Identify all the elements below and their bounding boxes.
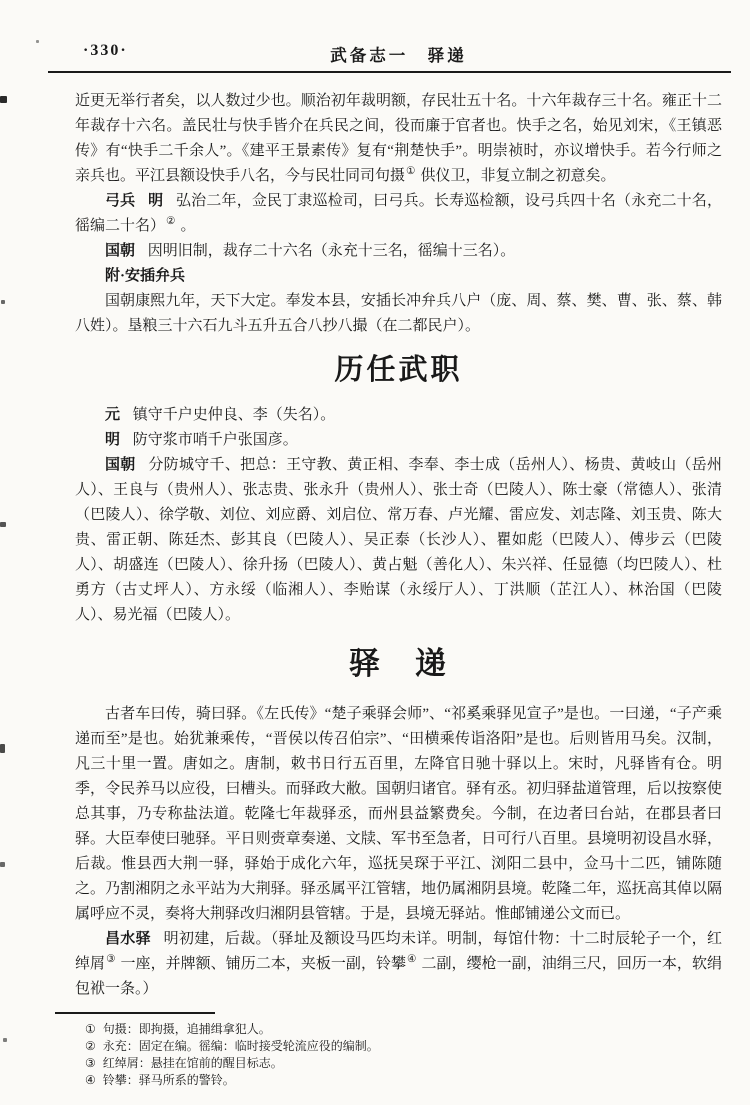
running-title: 武备志一 驿递 <box>330 46 467 65</box>
scan-artifact <box>0 96 7 103</box>
section-heading-yidi: 驿 递 <box>349 646 448 681</box>
scan-artifact <box>0 744 5 753</box>
footnote-text: 永充：固定在编。徭编：临时接受轮流应役的编制。 <box>102 1039 379 1053</box>
entry-era: 明 <box>148 193 164 209</box>
footnote-ref-3: ③ <box>106 954 116 965</box>
paragraph-yuan-officers <box>75 403 722 428</box>
entry-era: 国朝 <box>105 243 136 259</box>
paragraph-anchabenbing: 国朝康熙九年，天下大定。奉发本县，安插长冲弁兵八户（庞、周、蔡、樊、曹、张、蔡、韩八姓）。垦粮三十六石九斗五升五合八抄八撮（在二都民户）。 <box>75 293 722 334</box>
footnote-block <box>55 1012 722 1089</box>
entry-era: 元 <box>105 407 121 423</box>
footnote-text: 铃攀：驿马所系的警铃。 <box>102 1073 235 1087</box>
footnote-separator <box>55 1012 215 1014</box>
footnote-mark: ② <box>85 1039 96 1053</box>
footnote-item <box>55 1038 722 1055</box>
entry-era: 明 <box>105 432 121 448</box>
paragraph-text: 一座，并牌额、铺历二本，夹板一副，铃攀 <box>120 956 407 972</box>
footnote-item <box>55 1055 722 1072</box>
footnote-mark: ① <box>85 1022 96 1036</box>
footnote-mark: ④ <box>85 1073 96 1087</box>
scan-artifact <box>3 1038 7 1042</box>
subsection-heading-anchabenbing: 附·安插弁兵 <box>105 268 186 284</box>
section-heading-liren-wuzhi: 历任武职 <box>334 354 463 386</box>
paragraph-yidi-intro: 古者车曰传，骑曰驿。《左氏传》“楚子乘驿会师”、“祁奚乘驿见宣子”是也。一曰递，“子产乘递而至”是也。始犹兼乘传，“晋侯以传召伯宗”、“田横乘传诣洛阳”是也。后则皆用马矣。汉制，凡三十里一置。唐如之。唐制，敕书日行五百里，左降官日驰十驿以上。宋时，凡驿皆有仓。明季，令民养马以应役，曰槽头。而驿政大敝。国朝归诸官。驿有丞。初归驿盐道管理，后以按察使总其事，乃专称盐法道。乾隆七年裁驿丞，而州县益繁费矣。今制，在边者曰台站，在郡县者曰驿。大臣奉使曰驰驿。平日则赍章奏递、文牍、军书至急者，日可行八百里。县境明初设昌水驿，后裁。惟县西大荆一驿，驿始于成化六年，巡抚吴琛于平江、浏阳二县中，佥马十二匹，铺陈随之。乃割湘阴之永平站为大荆驿。驿丞属平江管辖，地仍属湘阴县境。乾隆二年，巡抚高其倬以隔属呼应不灵，奏将大荆驿改归湘阴县管辖。于是，县境无驿站。惟邮铺递公文而已。 <box>75 706 722 922</box>
paragraph-text: 明初建，后裁。（驿址及额设马匹均未详。明制，每馆什物：十二时辰轮子一个，红绰屑 <box>75 931 722 972</box>
footnote-ref-4: ④ <box>407 954 417 965</box>
footnote-ref-1: ① <box>406 166 416 177</box>
paragraph-guochao-archers <box>75 239 722 264</box>
scan-artifact <box>36 40 39 43</box>
entry-term: 弓兵 <box>105 193 136 209</box>
paragraph-archers <box>75 189 722 239</box>
page-number: ·330· <box>83 42 128 59</box>
footnote-mark: ③ <box>85 1056 96 1070</box>
footnote-text: 红绰屑：悬挂在馆前的醒目标志。 <box>102 1056 283 1070</box>
paragraph-changshui-station <box>75 927 722 1002</box>
footnote-ref-2: ② <box>166 216 176 227</box>
entry-term: 昌水驿 <box>105 931 151 947</box>
scan-artifact <box>0 862 5 867</box>
paragraph-text: 分防城守千、把总：王守教、黄正相、李奉、李士成（岳州人）、杨贵、黄岐山（岳州人）、王良与（贵州人）、张志贵、张永升（贵州人）、张士奇（巴陵人）、陈士豪（常德人）、张清（巴陵人）、徐学敬、刘位、刘应爵、刘启位、常万春、卢光耀、雷应发、刘志隆、刘玉贵、陈大贵、雷正朝、陈廷杰、彭其良（巴陵人）、吴正泰（长沙人）、瞿如彪（巴陵人）、傅步云（巴陵人）、胡盛连（巴陵人）、徐升扬（巴陵人）、黄占魁（善化人）、朱兴祥、任显德（均巴陵人）、杜勇方（古丈坪人）、方永绥（临湘人）、李贻谋（永绥厅人）、丁洪顺（芷江人）、林治国（巴陵人）、易光福（巴陵人）。 <box>75 457 722 623</box>
page-header <box>75 42 722 64</box>
paragraph-text: 弘治二年，佥民丁隶巡检司，曰弓兵。长寿巡检额，设弓兵四十名（永充二十名，徭编二十名） <box>75 193 722 234</box>
paragraph-guochao-officers <box>75 453 722 628</box>
paragraph-ming-officers <box>75 428 722 453</box>
paragraph-text: 供仪卫，非复立制之初意矣。 <box>420 168 616 184</box>
paragraph-text: 镇守千户史仲良、李（失名）。 <box>132 407 336 423</box>
paragraph-text: 因明旧制，裁存二十六名（永充十三名，徭编十三名）。 <box>147 243 516 259</box>
paragraph-text: 近更无举行者矣，以人数过少也。顺治初年裁明额，存民壮五十名。十六年裁存三十名。雍正十二年裁存十六名。盖民壮与快手皆介在兵民之间，役而廉于官者也。快手之名，始见刘宋，《王镇恶传》有“快手二千余人”。《建平王景素传》复有“荆楚快手”。明崇祯时，亦议增快手。若今行师之亲兵也。平江县额设快手八名，今与民壮同司句摄 <box>75 93 722 184</box>
footnote-text: 句摄：即拘摄，追捕缉拿犯人。 <box>102 1022 271 1036</box>
footnote-item <box>55 1021 722 1038</box>
entry-era: 国朝 <box>105 457 136 473</box>
paragraph-militia-continuation <box>75 89 722 189</box>
scan-artifact <box>0 522 6 527</box>
page-body <box>75 89 722 1002</box>
paragraph-text: 二副，缨枪一副，油绢三尺，回历一本，软绢包袱一条。） <box>75 956 722 997</box>
footnote-item <box>55 1072 722 1089</box>
scan-artifact <box>1 300 5 304</box>
header-rule <box>48 71 731 73</box>
paragraph-text: 防守浆市哨千户张国彦。 <box>132 432 298 448</box>
paragraph-text: 。 <box>180 218 196 234</box>
